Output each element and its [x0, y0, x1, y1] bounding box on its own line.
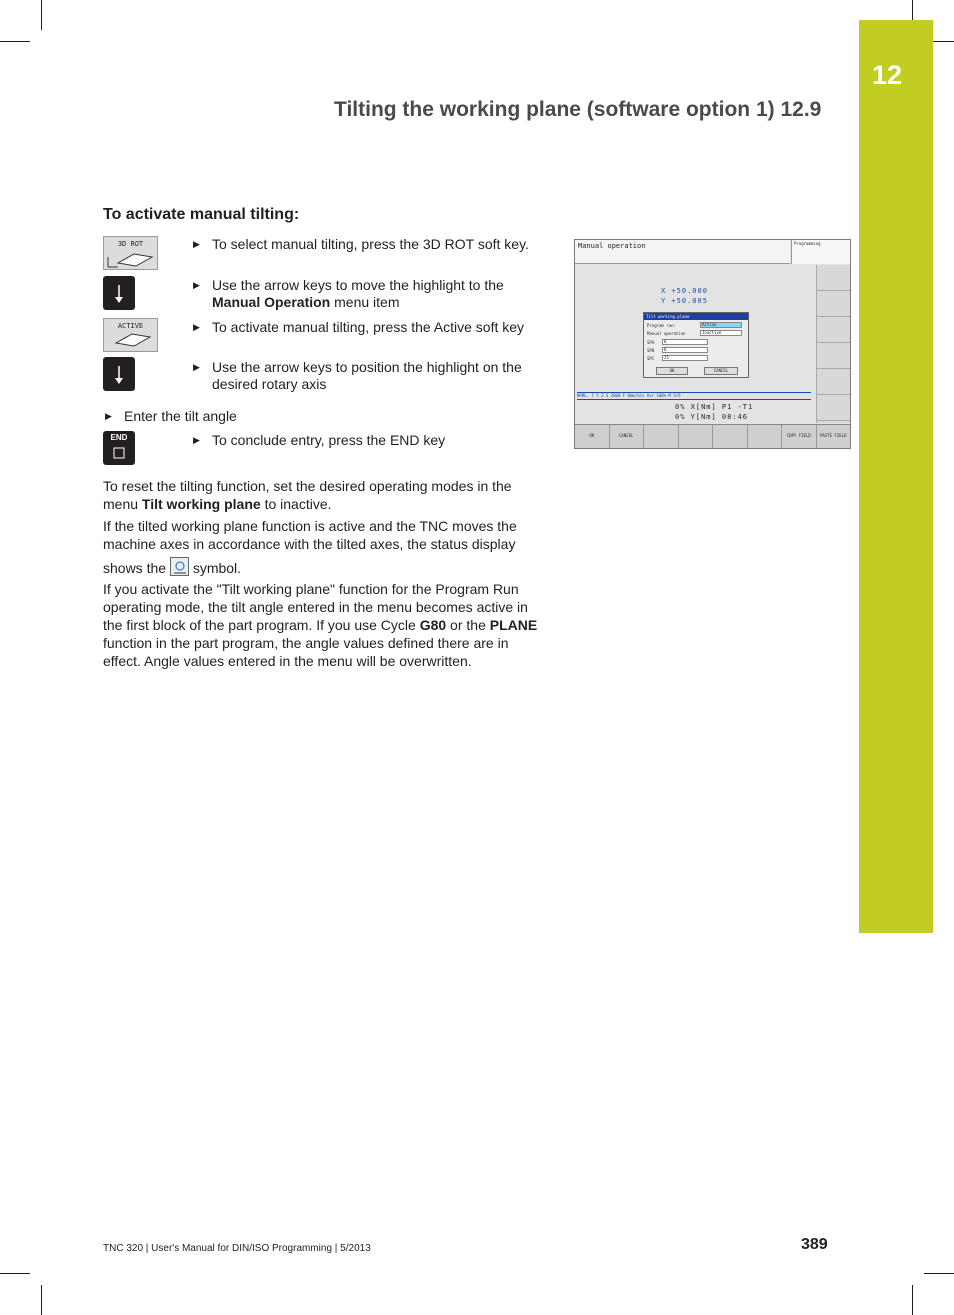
footer-text: TNC 320 | User's Manual for DIN/ISO Programming | 5/2013: [103, 1243, 371, 1254]
crop-mark: [41, 0, 42, 30]
bullet-icon: ▶: [193, 435, 200, 445]
dialog-title: Tilt working plane: [644, 313, 748, 320]
step-item: [105, 408, 424, 425]
spb-label: SPB: [647, 348, 655, 353]
step-text: Use the arrow keys to position the highlight on the desired rotary axis: [212, 359, 522, 392]
bullet-icon: ▶: [193, 239, 200, 249]
cancel-button[interactable]: CANCEL: [704, 367, 738, 375]
softkey-copy-field[interactable]: COPY FIELD: [782, 425, 817, 449]
ok-button[interactable]: OK: [656, 367, 688, 375]
step-text: Enter the tilt angle: [124, 408, 237, 424]
manual-op-label: Manual operation: [647, 331, 686, 336]
tilt-dialog: [643, 312, 749, 378]
bullet-icon: ▶: [193, 280, 200, 290]
chapter-number: 12: [871, 60, 903, 90]
paragraph: [103, 580, 548, 670]
paragraph: [103, 557, 548, 577]
spc-field[interactable]: 25: [662, 355, 708, 361]
paragraph-text: symbol.: [188, 560, 242, 576]
step-text: To activate manual tilting, press the Active soft key: [212, 319, 525, 335]
step-item: [193, 359, 547, 393]
arrow-down-key-icon: [103, 276, 135, 310]
section-heading: To activate manual tilting:: [103, 206, 300, 223]
page-number: 389: [801, 1236, 828, 1253]
status-values: [675, 402, 753, 422]
step-text: To select manual tilting, press the 3D ROT soft key.: [212, 236, 529, 252]
axis-y: Y +50.005: [661, 297, 708, 305]
step-text: Use the arrow keys to move the highlight to the: [212, 277, 504, 293]
bullet-icon: ▶: [193, 322, 200, 332]
paragraph: [103, 477, 548, 513]
axis-display: [661, 286, 708, 306]
tnc-screenshot: [574, 239, 851, 449]
softkey-empty[interactable]: [644, 425, 679, 449]
softkey-label: 3D ROT: [117, 240, 144, 248]
step-item: [193, 277, 542, 311]
program-run-label: Program run:: [647, 323, 676, 328]
crop-mark: [0, 41, 30, 42]
status-line: NOML. T 5 Z S 2000 F 0mm/min Ovr 100% M 5/9: [577, 392, 811, 400]
mode-title: Manual operation: [575, 240, 790, 264]
bullet-icon: ▶: [105, 411, 112, 421]
step-text: To conclude entry, press the END key: [212, 432, 446, 448]
function-name: PLANE: [489, 617, 538, 633]
axis-x: X +50.000: [661, 287, 708, 295]
end-key-icon: [103, 431, 135, 465]
softkey-empty[interactable]: [748, 425, 783, 449]
program-run-field[interactable]: Active: [700, 322, 742, 328]
crop-mark: [41, 1285, 42, 1315]
paragraph-text: shows the: [103, 560, 170, 576]
manual-op-field[interactable]: Inactive: [700, 330, 742, 336]
tilt-status-icon: [170, 557, 189, 576]
arrow-down-key-icon: [103, 357, 135, 391]
crop-mark: [912, 1285, 913, 1315]
tilted-plane-icon: [104, 237, 159, 271]
cycle-name: G80: [419, 617, 447, 633]
spc-label: SPC: [647, 356, 655, 361]
paragraph-text: to inactive.: [260, 496, 332, 512]
end-key-label: END: [110, 433, 128, 442]
spa-field[interactable]: 0: [662, 339, 708, 345]
softkey-empty[interactable]: [679, 425, 714, 449]
paragraph-text: If you activate the "Tilt working plane" function for the Program Run operating mode, the tilt angle entered in the menu becomes active in the first block of the part program. If you use Cycle: [103, 581, 528, 633]
step-item: [193, 432, 532, 449]
step-item: [193, 236, 532, 253]
menu-name: Tilt working plane: [141, 496, 261, 512]
side-softkey-bar: [816, 265, 851, 423]
arrow-down-icon: [103, 276, 135, 310]
spb-field[interactable]: 0: [662, 347, 708, 353]
running-header: Tilting the working plane (software option 1) 12.9: [334, 98, 822, 121]
spa-label: SPA: [647, 340, 655, 345]
step-item: [193, 319, 552, 336]
menu-item-name: Manual Operation: [212, 294, 331, 310]
3d-rot-softkey-icon: [103, 236, 158, 270]
softkey-label: ACTIVE: [117, 322, 144, 330]
softkey-paste-field[interactable]: PASTE FIELD: [817, 425, 852, 449]
arrow-down-icon: [103, 357, 135, 391]
softkey-ok[interactable]: OK: [575, 425, 610, 449]
softkey-cancel[interactable]: CANCEL: [610, 425, 645, 449]
paragraph-text: or the: [446, 617, 490, 633]
status-line-1: 0% X[Nm] P1 -T1: [675, 403, 754, 411]
paragraph-text: function in the part program, the angle values defined there are in effect. Angle values entered in the menu will be overwritten.: [103, 635, 509, 669]
crop-mark: [924, 1273, 954, 1274]
crop-mark: [0, 1273, 30, 1274]
secondary-mode: Programming: [791, 240, 851, 264]
paragraph-text: To reset the tilting function, set the desired operating modes in the menu: [103, 478, 512, 512]
paragraph-text: If the tilted working plane function is active and the TNC moves the machine axes in accordance with the tilted axes, the status display: [103, 518, 517, 552]
chapter-tab: [859, 20, 933, 933]
bullet-icon: ▶: [193, 362, 200, 372]
step-text: menu item: [330, 294, 400, 310]
softkey-bar: [575, 424, 851, 449]
paragraph: [103, 517, 548, 553]
softkey-empty[interactable]: [713, 425, 748, 449]
status-line-2: 0% Y[Nm] 08:46: [675, 413, 749, 421]
tilted-plane-icon: [104, 319, 159, 353]
active-softkey-icon: [103, 318, 158, 352]
